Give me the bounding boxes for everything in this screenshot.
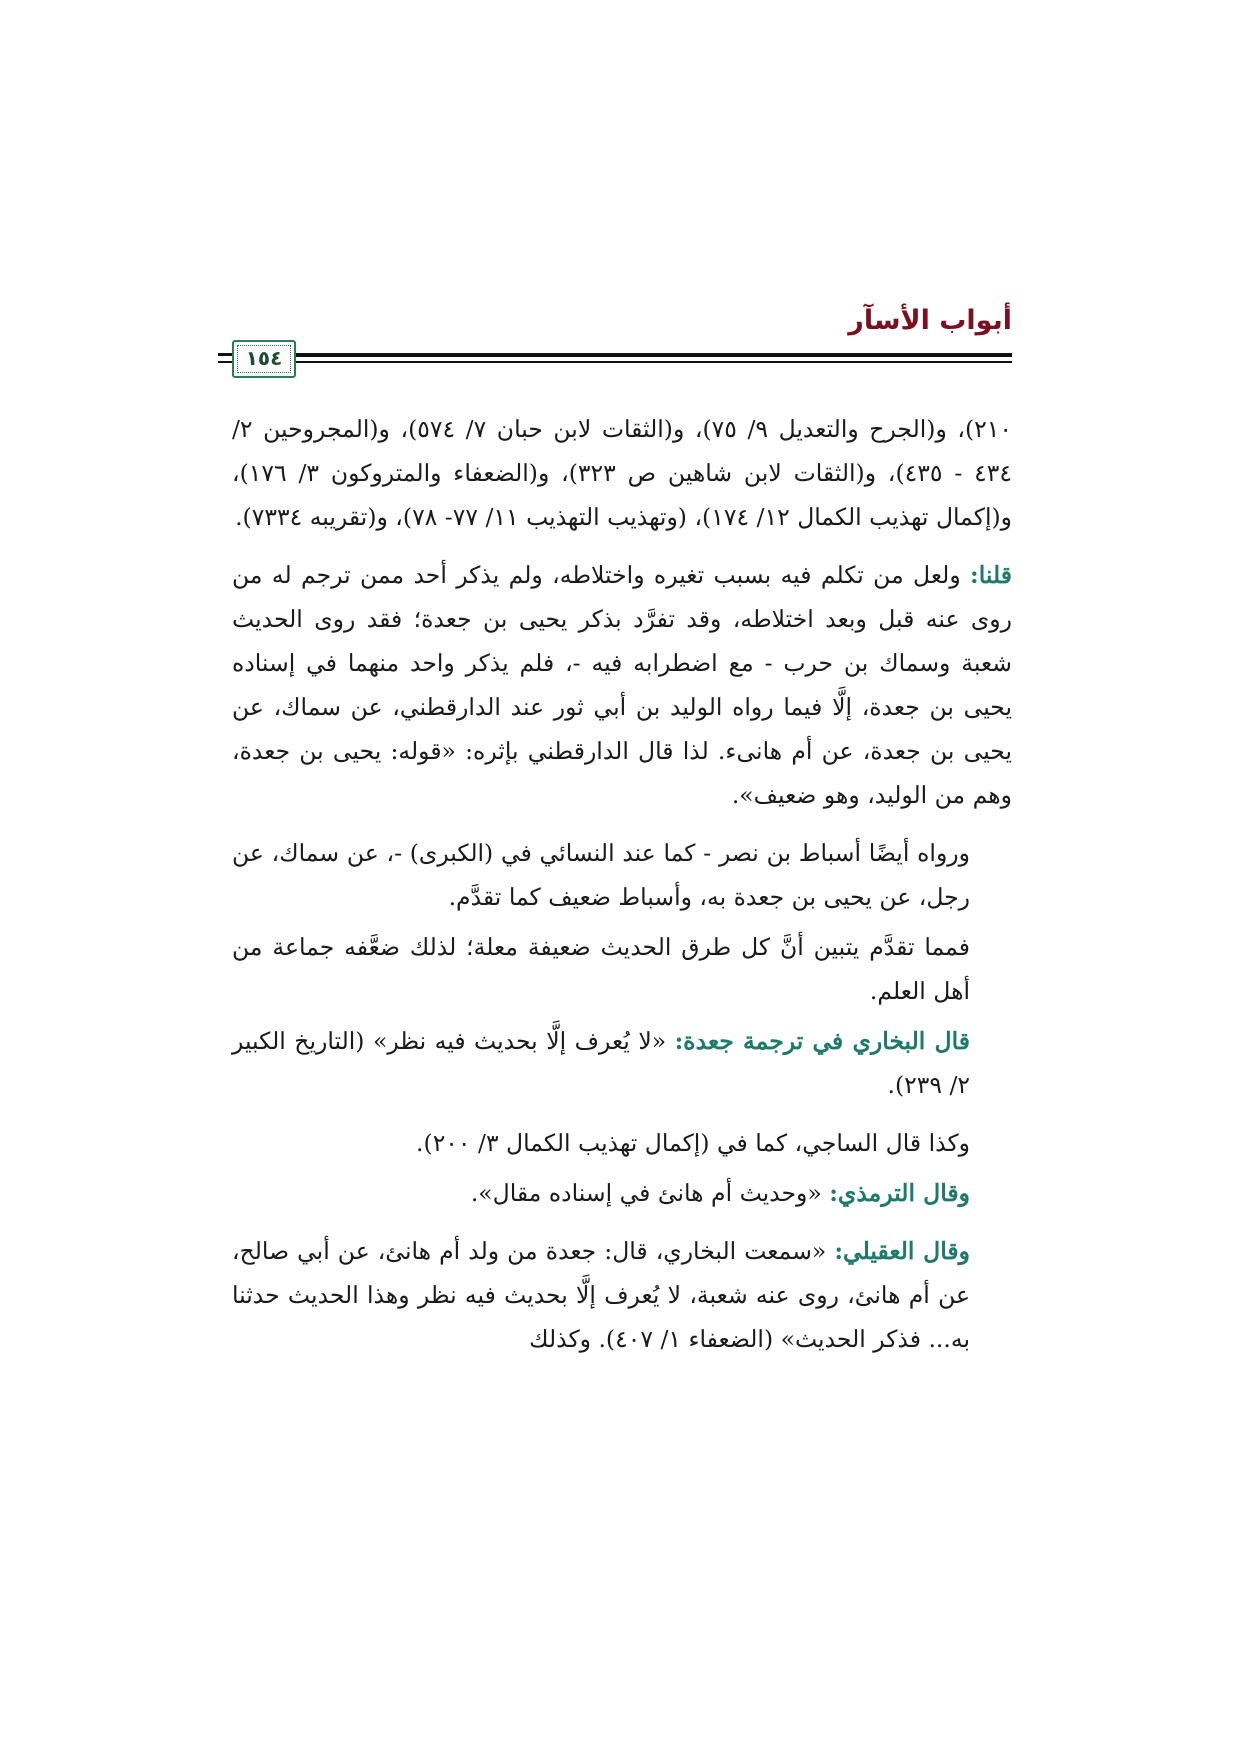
main-text (232, 407, 1012, 1375)
paragraph-text: ورواه أيضًا أسباط بن نصر - كما عند النسائي في (الكبرى) -، عن سماك، عن رجل، عن يحيى بن جعدة به، وأسباط ضعيف كما تقدَّم. (232, 839, 970, 911)
paragraph-bukhari (232, 1019, 1012, 1107)
paragraph-lead: قال البخاري في ترجمة جعدة: (674, 1027, 971, 1055)
paragraph-text: ٢١٠)، و(الجرح والتعديل ٩/ ٧٥)، و(الثقات لابن حبان ٧/ ٥٧٤)، و(المجروحين ٢/ ٤٣٤ - ٤٣٥)، و(الثقات لابن شاهين ص ٣٢٣)، و(الضعفاء والمتروكون ٣/ ١٧٦)، و(إكمال تهذيب الكمال ١٢/ ١٧٤)، (وتهذيب التهذيب ١١/ ٧٧- ٧٨)، و(تقريبه ٧٣٣٤). (232, 415, 1013, 531)
paragraph-qulna (232, 553, 1012, 817)
paragraph-text: «لا يُعرف إلَّا بحديث فيه نظر» (التاريخ الكبير ٢/ ٢٣٩). (232, 1027, 970, 1099)
paragraph-text: ولعل من تكلم فيه بسبب تغيره واختلاطه، ولم يذكر أحد ممن ترجم له من روى عنه قبل وبعد اختلاطه، وقد تفرَّد بذكر يحيى بن جعدة؛ فقد روى الحديث شعبة وسماك بن حرب - مع اضطرابه فيه -، فلم يذكر واحد منهما في إسناده يحيى بن جعدة، إلَّا فيما رواه الوليد بن أبي ثور عند الدارقطني، عن سماك، عن يحيى بن جعدة، عن أم هانىء. لذا قال الدارقطني بإثره: «قوله: يحيى بن جعدة، وهم من الوليد، وهو ضعيف». (232, 561, 1012, 809)
paragraph-tirmidhi (232, 1171, 1012, 1215)
paragraph-saji (232, 1121, 1012, 1165)
page-header (232, 305, 1012, 385)
paragraph-lead: قلنا: (970, 561, 1012, 589)
paragraph-lead: وقال الترمذي: (829, 1179, 970, 1207)
header-rule-thin (274, 361, 1012, 363)
paragraph-asbat (232, 831, 1012, 919)
paragraph-uqayli (232, 1229, 1012, 1361)
page-number: ١٥٤ (245, 346, 283, 370)
header-rule-thick (274, 353, 1012, 357)
running-title: أبواب الأسآر (848, 305, 1012, 336)
paragraph-conclusion (232, 925, 1012, 1013)
paragraph-text: «سمعت البخاري، قال: جعدة من ولد أم هانئ، عن أبي صالح، عن أم هانئ، روى عنه شعبة، لا يُعرف إلَّا بحديث فيه نظر وهذا الحديث حدثنا به... فذكر الحديث» (الضعفاء ١/ ٤٠٧). وكذلك (232, 1237, 970, 1353)
paragraph-text: «وحديث أم هانئ في إسناده مقال». (470, 1179, 830, 1207)
paragraph-text: فمما تقدَّم يتبين أنَّ كل طرق الحديث ضعيفة معلة؛ لذلك ضعَّفه جماعة من أهل العلم. (232, 933, 970, 1005)
paragraph-lead: وقال العقيلي: (834, 1237, 970, 1265)
paragraph-text: وكذا قال الساجي، كما في (إكمال تهذيب الكمال ٣/ ٢٠٠). (416, 1129, 970, 1157)
paragraph-references (232, 407, 1012, 539)
page-number-badge (232, 340, 296, 378)
